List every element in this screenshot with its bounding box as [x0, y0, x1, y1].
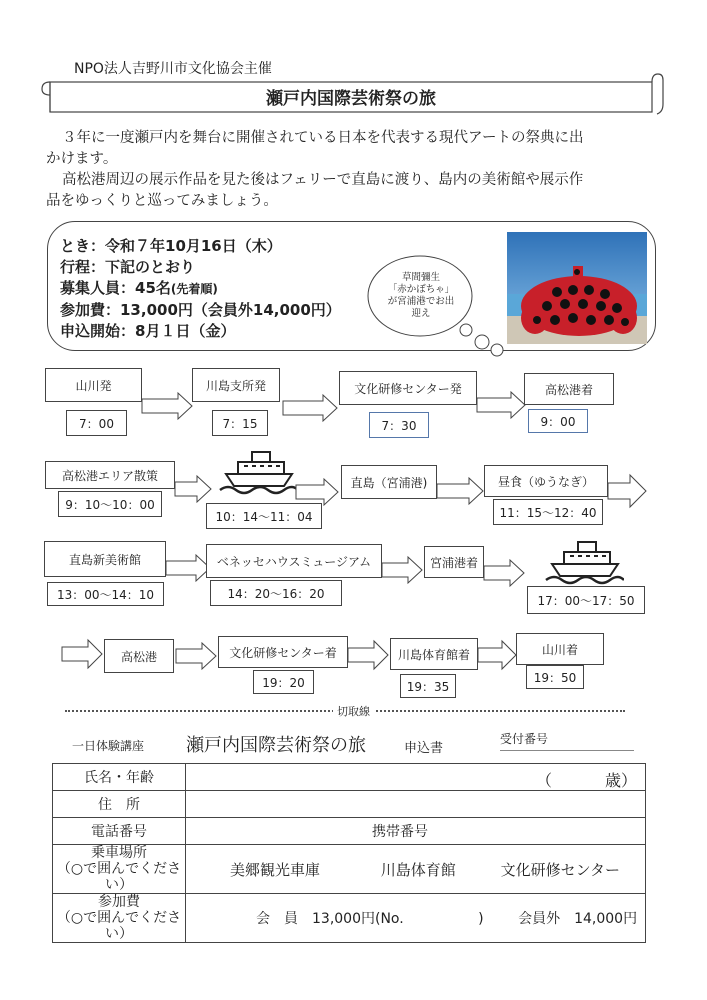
schedule-time: 14：20〜16：20 [210, 580, 342, 606]
intro-line: 高松港周辺の展示作品を見た後はフェリーで直島に渡り、島内の美術館や展示作 [62, 172, 584, 188]
age-unit: 歳） [604, 771, 637, 790]
pickup-options [186, 845, 646, 894]
pickup-option[interactable]: 文化研修センター [500, 860, 620, 879]
event-itinerary: 行程：下記のとおり [60, 258, 196, 276]
schedule-place: 宮浦港着 [424, 546, 484, 578]
flow-arrow [348, 641, 390, 669]
intro-line: 品をゆっくりと巡ってみましょう。 [46, 193, 278, 209]
flow-arrow [142, 393, 194, 419]
organizer-label: NPO法人吉野川市文化協会主催 [74, 61, 272, 77]
member-no-close: ) [478, 911, 484, 927]
address-label: 住 所 [53, 791, 186, 818]
flow-arrow [478, 641, 518, 669]
flow-arrow [608, 475, 648, 507]
schedule-place: 高松港 [104, 639, 174, 673]
fee-label-cell [53, 894, 186, 943]
schedule-time: 9：10〜10：00 [58, 491, 162, 517]
schedule-place: 昼食（ゆうなぎ） [484, 465, 608, 497]
age-paren-open: （ [536, 771, 553, 790]
schedule-place: 高松港エリア散策 [45, 461, 175, 489]
schedule-place: 文化研修センター発 [339, 371, 477, 405]
form-title: 瀬戸内国際芸術祭の旅 [186, 735, 366, 756]
event-capacity: 募集人員：45名(先着順) [60, 279, 218, 297]
pickup-label-cell [53, 845, 186, 894]
flow-arrow [437, 478, 485, 504]
schedule-place: ベネッセハウスミュージアム [206, 544, 382, 578]
pickup-option[interactable]: 美郷観光車庫 [230, 860, 321, 879]
schedule-place: 山川着 [516, 633, 604, 665]
schedule-time: 7：00 [66, 410, 127, 436]
schedule-time: 19：50 [526, 665, 584, 689]
bubble-line: 「赤かぼちゃ」 [387, 284, 455, 295]
intro-line: かけます。 [46, 151, 118, 167]
flow-arrow [176, 643, 218, 669]
event-fee: 参加費：13,000円（会員外14,000円） [60, 301, 341, 319]
schedule-place: 山川発 [45, 368, 142, 402]
phone-label: 電話番号 [53, 818, 186, 845]
page-title: 瀬戸内国際芸術祭の旅 [266, 89, 436, 109]
nonmember-fee-option[interactable]: 会員外 14,000円 [518, 911, 638, 927]
mobile-label: 携帯番号 [372, 824, 428, 840]
name-age-label: 氏名・年齢 [53, 764, 186, 791]
schedule-time: 10：14〜11：04 [206, 503, 322, 529]
cut-line-label: 切取線 [333, 703, 374, 719]
schedule-time: 7：15 [212, 410, 268, 436]
flow-arrow [484, 560, 526, 586]
intro-text [46, 128, 666, 212]
bubble-text [376, 272, 466, 320]
bubble-line: が宮浦港でお出 [387, 296, 455, 307]
fee-options [186, 894, 646, 943]
schedule-time: 7：30 [369, 412, 429, 438]
schedule-place: 直島（宮浦港) [341, 465, 437, 499]
flow-arrow [283, 395, 339, 421]
schedule-time: 11：15〜12：40 [493, 499, 603, 525]
application-start: 申込開始：8月１日（金） [60, 322, 236, 340]
schedule-time: 17：00〜17：50 [527, 586, 645, 614]
flow-arrow [296, 479, 340, 505]
flow-arrow [62, 640, 104, 668]
name-age-field[interactable] [186, 764, 646, 791]
flow-arrow [382, 557, 424, 583]
ferry-icon [544, 536, 624, 588]
form-doc-label: 申込書 [404, 741, 444, 756]
fee-label: 参加費 [98, 894, 140, 910]
bubble-line: 草間彌生 [401, 272, 440, 283]
schedule-time: 13：00〜14：10 [47, 582, 164, 606]
schedule-place: 川島支所発 [192, 368, 280, 402]
event-date: とき：令和７年10月16日（木） [60, 237, 282, 255]
schedule-time: 19：20 [253, 670, 314, 694]
phone-field[interactable] [186, 818, 646, 845]
pickup-label: 乗車場所 [91, 845, 147, 861]
intro-line: ３年に一度瀬戸内を舞台に開催されている日本を代表する現代アートの祭典に出 [62, 130, 584, 146]
receipt-number-label: 受付番号 [500, 732, 549, 746]
flow-arrow [477, 392, 527, 418]
schedule-place: 高松港着 [524, 373, 614, 405]
schedule-place: 川島体育館着 [390, 638, 478, 670]
course-label: 一日体験講座 [72, 739, 145, 753]
schedule-place: 直島新美術館 [44, 541, 166, 577]
address-field[interactable] [186, 791, 646, 818]
flow-arrow [175, 476, 213, 502]
ferry-icon [218, 446, 298, 498]
receipt-number-line [500, 750, 634, 751]
schedule-time: 19：35 [400, 674, 456, 698]
application-form-table [52, 763, 646, 943]
pickup-option[interactable]: 川島体育館 [380, 860, 456, 879]
red-pumpkin-photo [507, 232, 647, 344]
schedule-time: 9：00 [528, 409, 588, 433]
circle-note: （○で囲んでください） [56, 910, 182, 942]
circle-note: （○で囲んでください） [56, 861, 182, 893]
member-fee-option[interactable]: 会 員 13,000円(No. [256, 911, 404, 927]
schedule-place: 文化研修センター着 [218, 636, 348, 668]
event-info [60, 236, 341, 342]
bubble-line: 迎え [411, 308, 431, 319]
